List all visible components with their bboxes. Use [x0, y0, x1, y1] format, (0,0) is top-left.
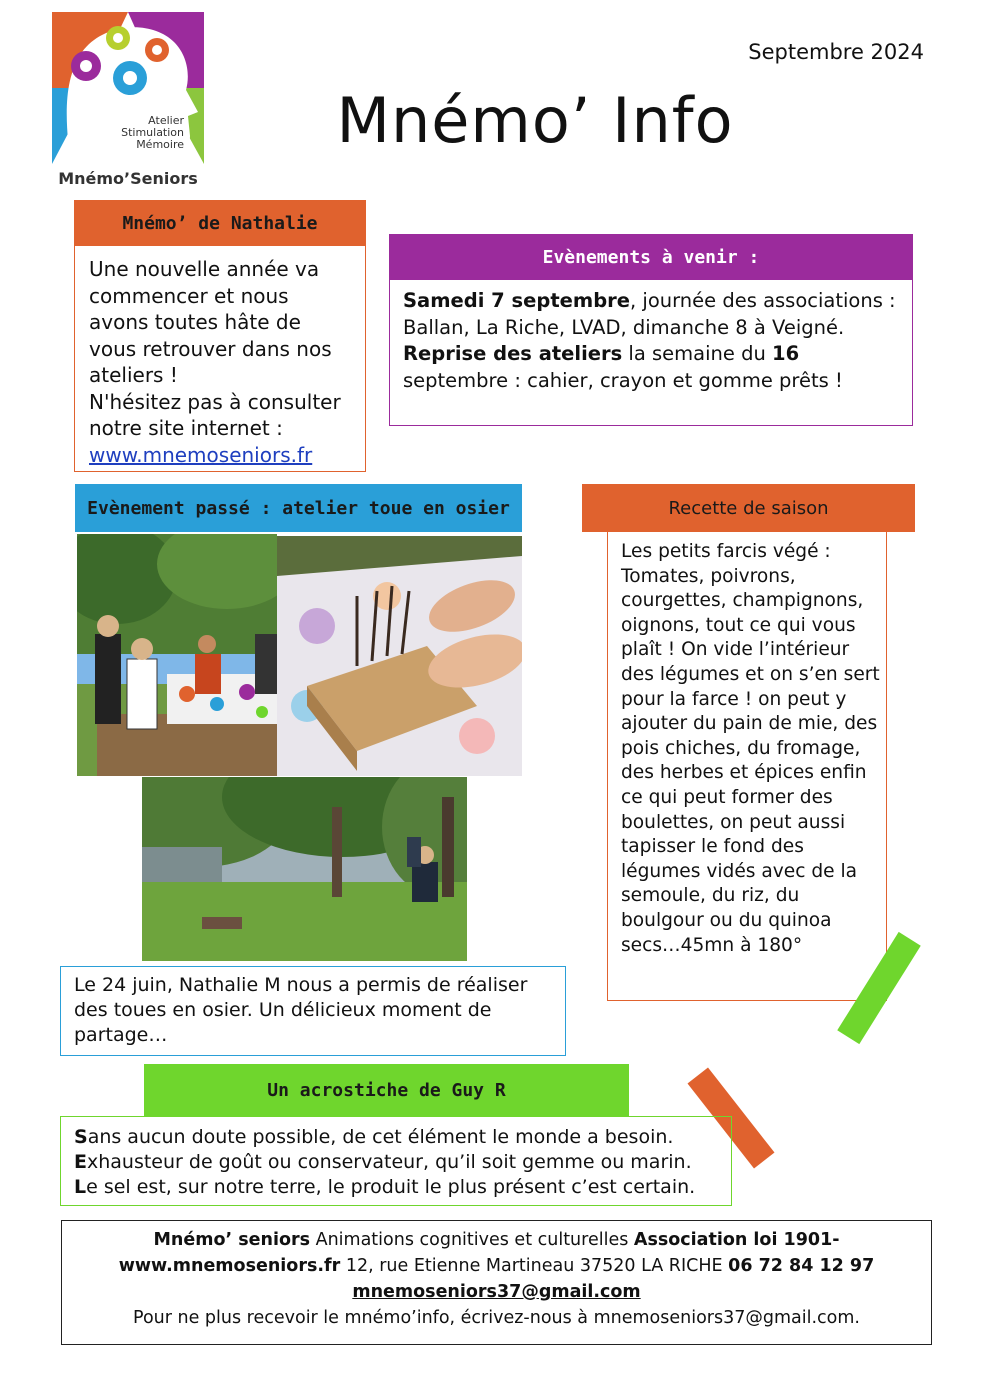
photo-wicker-craft — [277, 536, 522, 776]
footer-site[interactable]: www.mnemoseniors.fr — [118, 1256, 341, 1276]
nathalie-line: N'hésitez pas à consulter — [89, 389, 341, 414]
acrostic-initial: L — [74, 1176, 87, 1198]
nathalie-line: vous retrouver dans nos — [89, 336, 332, 361]
event-paragraph-2 — [403, 341, 902, 394]
footer-assoc: Association loi 1901- — [633, 1230, 840, 1250]
logo-line1: Atelier — [148, 114, 184, 127]
website-link[interactable]: www.mnemoseniors.fr — [89, 442, 313, 467]
acrostic-box — [60, 1116, 732, 1206]
acrostic-initial: S — [74, 1126, 88, 1148]
acrostic-text: e sel est, sur notre terre, le produit le plus présent c’est certain. — [86, 1176, 696, 1198]
recipe-box: Les petits farcis végé : Tomates, poivrons, courgettes, champignons, oignons, tout ce qui vous plaît ! On vide l’intérieur des légumes et on s’en sert pour la farce ! on peut y ajouter du pain de mie, des pois chiches, du fromage, des herbes et épices enfin ce qui peut former des boulettes, on peut aussi tapisser le fond des légumes vidés avec de la semoule, du riz, du boulgour ou du quinoa secs…45mn à 180° — [607, 532, 887, 1001]
recipe-heading: Recette de saison — [582, 484, 915, 532]
event-rest: septembre : cahier, crayon et gomme prêts ! — [403, 368, 843, 392]
nathalie-line: ateliers ! — [89, 363, 178, 387]
nathalie-heading: Mnémo’ de Nathalie — [74, 200, 366, 246]
footer-line-3 — [62, 1279, 931, 1305]
logo-line3: Mémoire — [136, 138, 184, 151]
acrostic-initial: E — [74, 1151, 87, 1173]
footer-email[interactable]: mnemoseniors37@gmail.com — [352, 1282, 641, 1302]
nathalie-line: commencer et nous — [89, 283, 289, 308]
nathalie-line: Une nouvelle année va — [89, 257, 320, 281]
footer-line-1 — [62, 1227, 931, 1253]
events-heading: Evènements à venir : — [389, 234, 913, 280]
footer-phone: 06 72 84 12 97 — [728, 1256, 875, 1276]
page-title: Mnémo’ Info — [336, 84, 734, 157]
photo-riverside — [142, 777, 467, 961]
footer-org-desc: Animations cognitives et culturelles — [310, 1230, 634, 1250]
event-date: Samedi 7 septembre — [403, 289, 630, 312]
events-box — [389, 280, 913, 426]
acrostic-text: xhausteur de goût ou conservateur, qu’il soit gemme ou marin. — [86, 1151, 692, 1173]
footer-line-2 — [62, 1253, 931, 1279]
logo-line2: Stimulation — [121, 126, 184, 139]
event-mid: la semaine du — [622, 342, 773, 365]
photo-picnic — [77, 534, 277, 776]
event-day: 16 — [772, 342, 800, 365]
nathalie-line: avons toutes hâte de — [89, 310, 301, 334]
acrostic-line — [74, 1125, 721, 1150]
logo — [52, 12, 204, 190]
event-detail: , journée des associations : Ballan, La Riche, LVAD, dimanche 8 à Veigné. — [403, 289, 896, 339]
acrostic-line — [74, 1150, 721, 1175]
nathalie-box — [74, 246, 366, 472]
event-paragraph-1 — [403, 288, 902, 341]
footer-org: Mnémo’ seniors — [153, 1230, 311, 1250]
logo-brand: Mnémo’Seniors — [58, 169, 198, 188]
footer — [61, 1220, 932, 1345]
footer-unsubscribe: Pour ne plus recevoir le mnémo’info, écrivez-nous à mnemoseniors37@gmail.com. — [133, 1308, 860, 1328]
acrostic-text: ans aucun doute possible, de cet élément le monde a besoin. — [87, 1126, 674, 1148]
event-resume: Reprise des ateliers — [403, 342, 623, 365]
nathalie-line: notre site internet : — [89, 416, 283, 440]
past-event-heading: Evènement passé : atelier toue en osier — [75, 484, 522, 532]
issue-date: Septembre 2024 — [748, 40, 924, 64]
past-event-box: Le 24 juin, Nathalie M nous a permis de réaliser des toues en osier. Un délicieux moment de partage… — [60, 966, 566, 1056]
acrostic-heading: Un acrostiche de Guy R — [144, 1064, 629, 1116]
footer-address: 12, rue Etienne Martineau 37520 LA RICHE — [340, 1256, 729, 1276]
acrostic-line — [74, 1175, 721, 1200]
